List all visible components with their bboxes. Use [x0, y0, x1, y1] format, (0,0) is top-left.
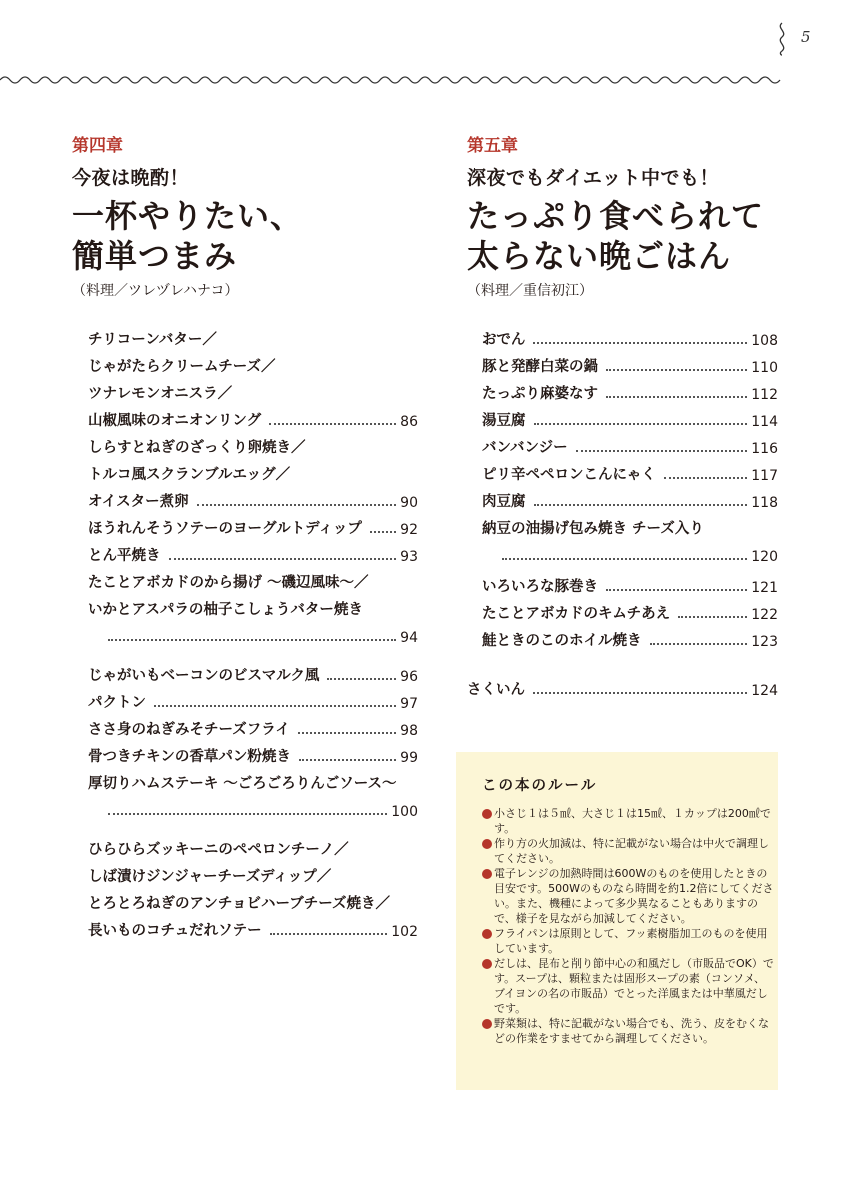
toc-page: 93 — [400, 549, 418, 565]
chapter5-label: 第五章 — [467, 136, 518, 156]
toc-page: 110 — [751, 360, 778, 376]
rules-list — [482, 806, 774, 1046]
dot-leader — [606, 396, 747, 398]
toc-entry[interactable] — [88, 430, 418, 457]
toc-entry[interactable] — [88, 538, 418, 565]
rules-title: この本のルール — [482, 778, 598, 794]
dot-leader — [197, 504, 397, 506]
toc-title: しらすとねぎのざっくり卵焼き／ — [88, 440, 306, 456]
rule-item: 電子レンジの加熱時間は600Wのものを使用したときの目安です。500Wのものなら時間を約1.2倍にしてください。また、機種によって多少異なることもありますので、様子を見ながら加減してください。 — [482, 866, 774, 926]
dot-leader — [533, 692, 747, 694]
toc-title: ピリ辛ペペロンこんにゃく — [482, 467, 656, 483]
rule-item: 小さじ１は５㎖、大さじ１は15㎖、１カップは200㎖です。 — [482, 806, 774, 836]
toc-title: じゃがたらクリームチーズ／ — [88, 359, 276, 375]
toc-page: 121 — [751, 580, 778, 596]
toc-entry[interactable] — [88, 619, 418, 646]
toc-title: トルコ風スクランブルエッグ／ — [88, 467, 291, 483]
chapter4-title-line2: 簡単つまみ — [72, 237, 238, 275]
toc-title: チリコーンバター／ — [88, 332, 217, 348]
chapter5-heading — [467, 136, 783, 300]
dot-leader — [154, 705, 396, 707]
dot-leader — [298, 732, 396, 734]
toc-entry[interactable] — [482, 322, 778, 349]
toc-title: 骨つきチキンの香草パン粉焼き — [88, 749, 291, 765]
toc-title: 鮭ときのこのホイル焼き — [482, 633, 642, 649]
chapter5-title-line2: 太らない晩ごはん — [467, 237, 732, 275]
toc-entry[interactable] — [482, 511, 778, 538]
dot-leader — [650, 643, 748, 645]
toc-title: たことアボカドのから揚げ 〜磯辺風味〜／ — [88, 575, 369, 591]
toc-title: ささ身のねぎみそチーズフライ — [88, 722, 290, 738]
toc-title: いろいろな豚巻き — [482, 579, 598, 595]
toc-title: たっぷり麻婆なす — [482, 386, 598, 402]
toc-title: とろとろねぎのアンチョビハーブチーズ焼き／ — [88, 896, 391, 912]
chapter4-toc — [88, 322, 418, 940]
rule-item: 作り方の火加減は、特に記載がない場合は中火で調理してください。 — [482, 836, 774, 866]
toc-entry[interactable] — [88, 565, 418, 592]
dot-leader — [370, 531, 396, 533]
toc-page: 99 — [400, 750, 418, 766]
dot-leader — [534, 423, 748, 425]
toc-title: 湯豆腐 — [482, 413, 526, 429]
toc-entry[interactable] — [88, 832, 418, 859]
toc-page: 97 — [400, 696, 418, 712]
dot-leader — [270, 933, 388, 935]
page-number: 5 — [801, 28, 811, 46]
toc-title: ひらひらズッキーニのペペロンチーノ／ — [88, 842, 349, 858]
toc-page: 120 — [751, 549, 778, 565]
toc-page: 94 — [400, 630, 418, 646]
toc-entry[interactable] — [88, 859, 418, 886]
toc-title: パクトン — [88, 695, 146, 711]
toc-entry[interactable] — [88, 484, 418, 511]
toc-title: 長いものコチュだれソテー — [88, 923, 262, 939]
toc-entry[interactable] — [482, 623, 778, 650]
toc-title: 肉豆腐 — [482, 494, 526, 510]
dot-leader — [576, 450, 748, 452]
dot-leader — [108, 813, 387, 815]
toc-page: 114 — [751, 414, 778, 430]
dot-leader — [606, 369, 747, 371]
toc-title: バンバンジー — [482, 440, 568, 456]
toc-page: 108 — [751, 333, 778, 349]
toc-title: いかとアスパラの柚子こしょうバター焼き — [88, 602, 363, 618]
toc-entry[interactable] — [482, 430, 778, 457]
toc-page: 123 — [751, 634, 778, 650]
dot-leader — [534, 504, 748, 506]
chapter4-title-line1: 一杯やりたい、 — [72, 197, 304, 235]
toc-title: さくいん — [467, 682, 525, 698]
toc-page: 112 — [751, 387, 778, 403]
toc-entry[interactable] — [88, 793, 418, 820]
toc-title: じゃがいもベーコンのビスマルク風 — [88, 668, 320, 684]
toc-entry[interactable] — [88, 913, 418, 940]
toc-entry[interactable] — [482, 349, 778, 376]
toc-page: 90 — [400, 495, 418, 511]
toc-title: しば漬けジンジャーチーズディップ／ — [88, 869, 332, 885]
rule-item: フライパンは原則として、フッ素樹脂加工のものを使用しています。 — [482, 926, 774, 956]
chapter4-subtitle: 今夜は晩酌！ — [72, 167, 190, 189]
toc-entry[interactable] — [88, 322, 418, 349]
toc-title: 豚と発酵白菜の鍋 — [482, 359, 598, 375]
toc-entry[interactable] — [88, 511, 418, 538]
chapter4-heading — [72, 136, 402, 300]
toc-entry[interactable] — [482, 484, 778, 511]
toc-title: 厚切りハムステーキ 〜ごろごろりんごソース〜 — [88, 776, 397, 792]
toc-entry[interactable] — [482, 569, 778, 596]
toc-entry[interactable] — [88, 886, 418, 913]
dot-leader — [606, 589, 747, 591]
toc-entry[interactable] — [482, 376, 778, 403]
rule-item: だしは、昆布と削り節中心の和風だし（市販品でOK）です。スープは、顆粒または固形スープの素（コンソメ、ブイヨンの名の市販品）でとった洋風または中華風だしです。 — [482, 956, 774, 1016]
toc-page: 102 — [391, 924, 418, 940]
toc-entry[interactable] — [482, 538, 778, 565]
toc-title: たことアボカドのキムチあえ — [482, 606, 671, 622]
toc-entry[interactable] — [88, 658, 418, 685]
toc-entry[interactable] — [88, 376, 418, 403]
chapter5-subtitle: 深夜でもダイエット中でも！ — [467, 167, 719, 189]
toc-entry[interactable] — [88, 592, 418, 619]
dot-leader — [533, 342, 747, 344]
chapter5-title-line1: たっぷり食べられて — [467, 197, 765, 235]
dot-leader — [678, 616, 747, 618]
chapter4-credit: （料理／ツレヅレハナコ） — [72, 283, 239, 299]
dot-leader — [108, 639, 396, 641]
toc-entry[interactable] — [482, 596, 778, 623]
toc-title: ほうれんそうソテーのヨーグルトディップ — [88, 521, 362, 537]
toc-title: 山椒風味のオニオンリング — [88, 413, 262, 429]
dot-leader — [664, 477, 748, 479]
toc-page: 92 — [400, 522, 418, 538]
toc-entry[interactable] — [88, 349, 418, 376]
toc-page: 116 — [751, 441, 778, 457]
rule-item: 野菜類は、特に記載がない場合でも、洗う、皮をむくなどの作業をすませてから調理してください。 — [482, 1016, 774, 1046]
toc-entry[interactable] — [88, 403, 418, 430]
toc-page: 86 — [400, 414, 418, 430]
toc-page: 98 — [400, 723, 418, 739]
toc-entry[interactable] — [88, 457, 418, 484]
dot-leader — [502, 558, 747, 560]
toc-title: オイスター煮卵 — [88, 494, 189, 510]
chapter4-label: 第四章 — [72, 136, 123, 156]
dot-leader — [327, 678, 396, 680]
wavy-divider — [0, 72, 846, 88]
toc-entry[interactable] — [88, 685, 418, 712]
toc-title: ツナレモンオニスラ／ — [88, 386, 233, 402]
toc-page: 100 — [391, 804, 418, 820]
toc-entry[interactable] — [88, 739, 418, 766]
toc-entry-index[interactable] — [467, 672, 778, 699]
toc-page: 124 — [751, 683, 778, 699]
toc-entry[interactable] — [88, 712, 418, 739]
chapter5-toc — [482, 322, 778, 650]
squiggle-ornament — [775, 22, 789, 56]
toc-page: 118 — [751, 495, 778, 511]
dot-leader — [169, 558, 397, 560]
dot-leader — [269, 423, 396, 425]
book-rules-box — [456, 752, 778, 1090]
toc-page: 117 — [751, 468, 778, 484]
toc-entry[interactable] — [482, 457, 778, 484]
toc-title: 納豆の油揚げ包み焼き チーズ入り — [482, 521, 704, 537]
chapter5-credit: （料理／重信初江） — [467, 283, 593, 299]
page-number-area — [775, 22, 835, 56]
index-toc — [467, 672, 778, 699]
dot-leader — [299, 759, 396, 761]
toc-entry[interactable] — [482, 403, 778, 430]
toc-title: とん平焼き — [88, 548, 161, 564]
toc-page: 96 — [400, 669, 418, 685]
toc-entry[interactable] — [88, 766, 418, 793]
toc-page: 122 — [751, 607, 778, 623]
toc-title: おでん — [482, 332, 526, 348]
